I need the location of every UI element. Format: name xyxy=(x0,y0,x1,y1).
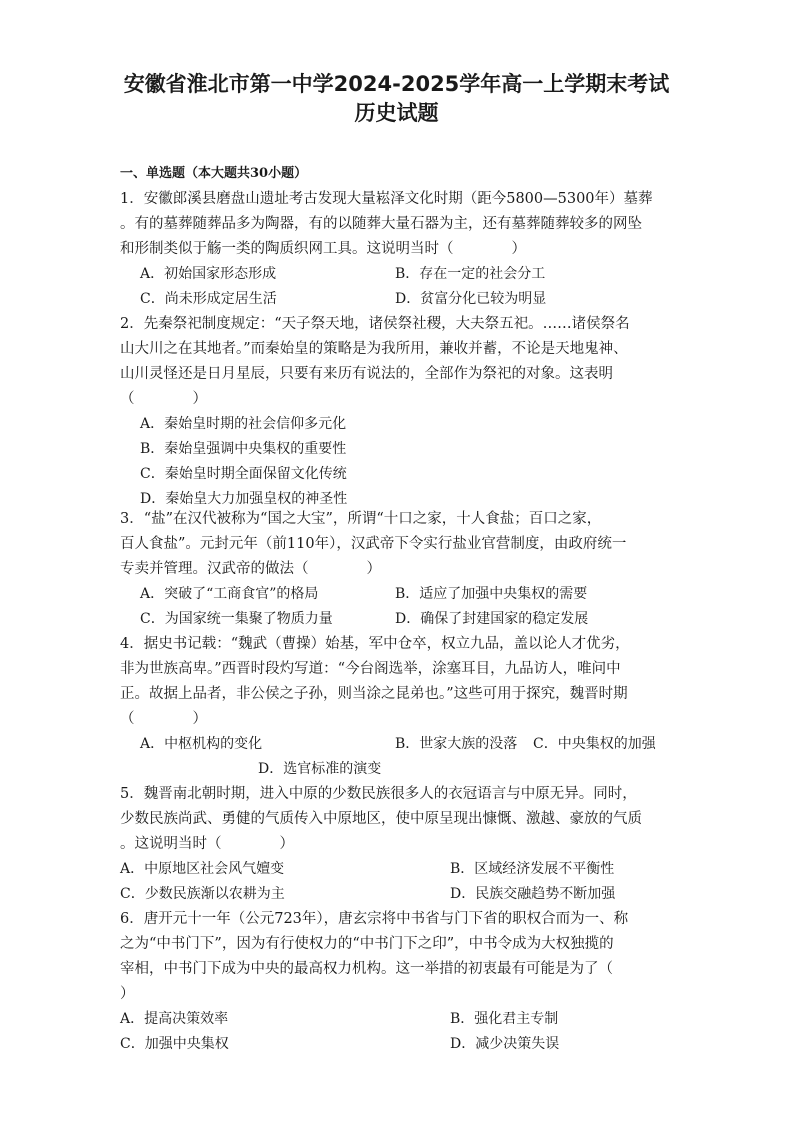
option-b: B．世家大族的没落 xyxy=(395,736,518,752)
option-c: C．中央集权的加强 xyxy=(533,736,656,752)
option-b: B．适应了加强中央集权的需要 xyxy=(395,586,588,602)
question-text-line: 4．据史书记载：“魏武（曹操）始基，军中仓卒，权立九品，盖以论人才优劣， xyxy=(120,636,630,652)
question-1 xyxy=(120,187,675,312)
question-text-line: 百人食盐”。元封元年（前110年），汉武帝下令实行盐业官营制度，由政府统一 xyxy=(120,536,627,552)
option-row xyxy=(120,607,675,632)
option-c: C．秦始皇时期全面保留文化传统 xyxy=(140,466,347,482)
option-row xyxy=(120,857,675,882)
question-text-line: 和形制类似于觞一类的陶质织网工具。这说明当时（ ） xyxy=(120,241,526,257)
question-text-line: 2．先秦祭祀制度规定：“天子祭天地，诸侯祭社稷，大夫祭五祀。……诸侯祭名 xyxy=(120,316,630,332)
option-b: B．强化君主专制 xyxy=(450,1011,559,1027)
option-c: C．少数民族渐以农耕为主 xyxy=(120,886,285,902)
question-text-line: 3．“盐”在汉代被称为“国之大宝”，所谓“十口之家，十人食盐；百口之家， xyxy=(120,511,602,527)
option-a: A．秦始皇时期的社会信仰多元化 xyxy=(140,416,347,432)
option-row xyxy=(120,1007,675,1032)
option-a: A．初始国家形态形成 xyxy=(140,266,277,282)
question-text-line: 专卖并管理。汉武帝的做法（ ） xyxy=(120,561,381,577)
question-text-line: 之为“中书门下”，因为有行使权力的“中书门下之印”，中书令成为大权独揽的 xyxy=(120,936,614,952)
option-b: B．秦始皇强调中央集权的重要性 xyxy=(140,441,347,457)
option-list xyxy=(120,412,675,512)
option-c: C．为国家统一集聚了物质力量 xyxy=(140,611,333,627)
option-b: B．存在一定的社会分工 xyxy=(395,266,546,282)
question-2 xyxy=(120,312,675,512)
question-text-line: （ ） xyxy=(120,391,207,407)
option-d: D．确保了封建国家的稳定发展 xyxy=(395,611,589,627)
option-a: A．提高决策效率 xyxy=(120,1011,229,1027)
question-4 xyxy=(120,632,675,782)
option-row xyxy=(120,882,675,907)
question-text-line: 非为世族高卑。”西晋时段灼写道：“今台阁选举，涂塞耳目，九品访人，唯问中 xyxy=(120,661,621,677)
exam-subject-title: 历史试题 xyxy=(354,101,439,125)
option-a: A．突破了“工商食官”的格局 xyxy=(140,586,319,602)
option-row xyxy=(120,757,675,782)
option-d: D．减少决策失误 xyxy=(450,1036,560,1052)
option-row xyxy=(120,287,675,312)
option-row xyxy=(120,1032,675,1057)
option-d: D．选官标准的演变 xyxy=(258,761,382,777)
question-text-line: （ ） xyxy=(120,711,207,727)
option-a: A．中枢机构的变化 xyxy=(140,736,263,752)
exam-title: 安徽省淮北市第一中学2024-2025学年高一上学期末考试 xyxy=(123,72,670,96)
question-text-line: 宰相，中书门下成为中央的最高权力机构。这一举措的初衷最有可能是为了（ xyxy=(120,961,613,977)
question-text-line: 5．魏晋南北朝时期，进入中原的少数民族很多人的衣冠语言与中原无异。同时， xyxy=(120,786,637,802)
option-a: A．中原地区社会风气嬗变 xyxy=(120,861,285,877)
option-d: D．贫富分化已较为明显 xyxy=(395,291,547,307)
option-d: D．秦始皇大力加强皇权的神圣性 xyxy=(140,491,348,507)
option-row xyxy=(120,582,675,607)
option-c: C．加强中央集权 xyxy=(120,1036,229,1052)
option-b: B．区域经济发展不平衡性 xyxy=(450,861,615,877)
question-text-line: 6．唐开元十一年（公元723年），唐玄宗将中书省与门下省的职权合而为一、称 xyxy=(120,911,629,927)
question-3 xyxy=(120,507,675,632)
question-text-line: ） xyxy=(120,986,135,1002)
option-d: D．民族交融趋势不断加强 xyxy=(450,886,616,902)
question-text-line: 。有的墓葬随葬品多为陶器，有的以随葬大量石器为主，还有墓葬随葬较多的网坠 xyxy=(120,216,642,232)
question-text-line: 1．安徽郎溪县磨盘山遗址考古发现大量崧泽文化时期（距今5800—5300年）墓葬 xyxy=(120,191,653,207)
option-c: C．尚未形成定居生活 xyxy=(140,291,277,307)
question-text-line: 山川灵怪还是日月星辰，只要有来历有说法的，全部作为祭祀的对象。这表明 xyxy=(120,366,613,382)
option-row xyxy=(120,262,675,287)
option-row xyxy=(120,732,675,757)
question-text-line: 少数民族尚武、勇健的气质传入中原地区，使中原呈现出慷慨、激越、豪放的气质 xyxy=(120,811,642,827)
question-text-line: 。这说明当时（ ） xyxy=(120,836,294,852)
question-text-line: 山大川之在其地者。”而秦始皇的策略是为我所用，兼收并蓄，不论是天地鬼神、 xyxy=(120,341,628,357)
question-5 xyxy=(120,782,675,907)
section-heading: 一、单选题（本大题共30小题） xyxy=(120,166,308,181)
question-6 xyxy=(120,907,675,1057)
question-text-line: 正。故据上品者，非公侯之子孙，则当涂之昆弟也。”这些可用于探究，魏晋时期 xyxy=(120,686,628,702)
